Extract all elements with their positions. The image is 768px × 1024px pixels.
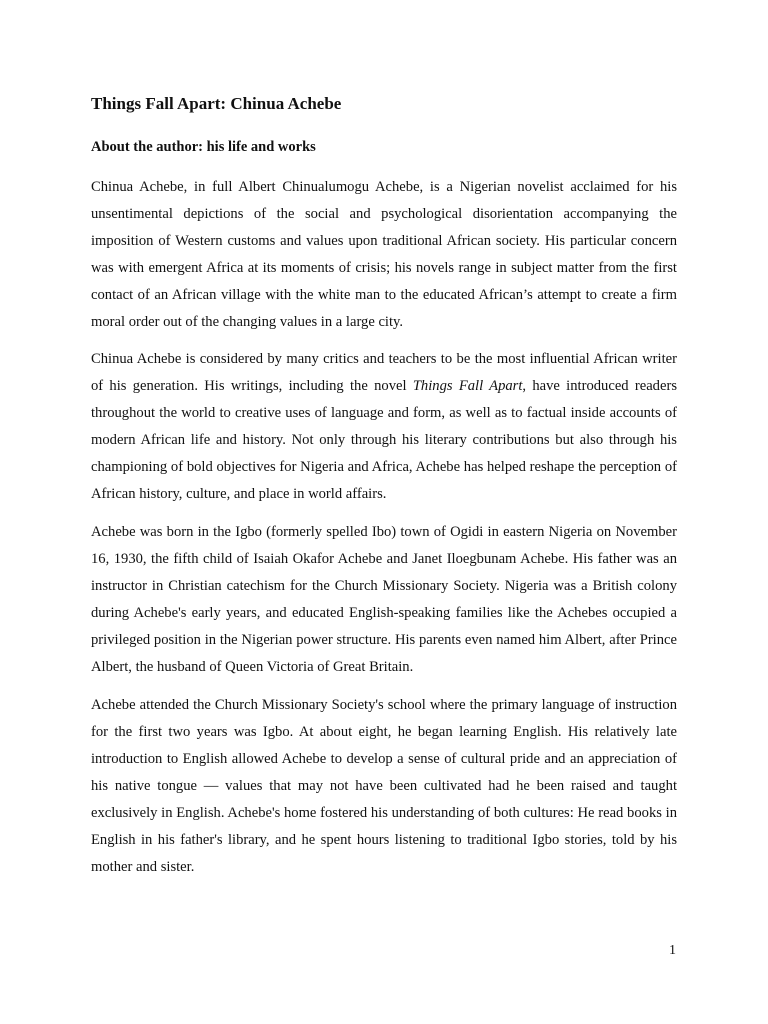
book-title-italic: Things Fall Apart xyxy=(412,378,523,394)
paragraph-4: Achebe attended the Church Missionary Society's school where the primary language of instruction for the first two years was Igbo. At about eight, he began learning English. His relatively late introduction to English allowed Achebe to develop a sense of cultural pride and an appreciation of his native tongue — values that may not have been cultivated had he been raised and taught exclusively in English. Achebe's home fostered his understanding of both cultures: He read books in English in his father's library, and he spent hours listening to traditional Igbo stories, told by his mother and sister. xyxy=(91,697,677,875)
paragraph-2 xyxy=(91,346,677,508)
paragraph-3: Achebe was born in the Igbo (formerly spelled Ibo) town of Ogidi in eastern Nigeria on November 16, 1930, the fifth child of Isaiah Okafor Achebe and Janet Iloegbunam Achebe. His father was an instructor in Christian catechism for the Church Missionary Society. Nigeria was a British colony during Achebe's early years, and educated English-speaking families like the Achebes occupied a privileged position in the Nigerian power structure. His parents even named him Albert, after Prince Albert, the husband of Queen Victoria of Great Britain. xyxy=(91,524,677,675)
page-number: 1 xyxy=(669,943,676,958)
section-heading: About the author: his life and works xyxy=(91,139,316,155)
paragraph-1: Chinua Achebe, in full Albert Chinualumogu Achebe, is a Nigerian novelist acclaimed for his unsentimental depictions of the social and psychological disorientation accompanying the imposition of Western customs and values upon traditional African society. His particular concern was with emergent Africa at its moments of crisis; his novels range in subject matter from the first contact of an African village with the white man to the educated African’s attempt to create a firm moral order out of the changing values in a large city. xyxy=(91,179,677,330)
document-title: Things Fall Apart: Chinua Achebe xyxy=(91,94,342,113)
paragraph-2-start: Chinua Achebe is considered by many critics and teachers to be the most influential African writer of his generation. His writings, including the novel xyxy=(91,351,677,394)
paragraph-2-end: , have introduced readers throughout the world to creative uses of language and form, as well as to factual inside accounts of modern African life and history. Not only through his literary contributions but also through his championing of bold objectives for Nigeria and Africa, Achebe has helped reshape the perception of African history, culture, and place in world affairs. xyxy=(91,378,677,502)
